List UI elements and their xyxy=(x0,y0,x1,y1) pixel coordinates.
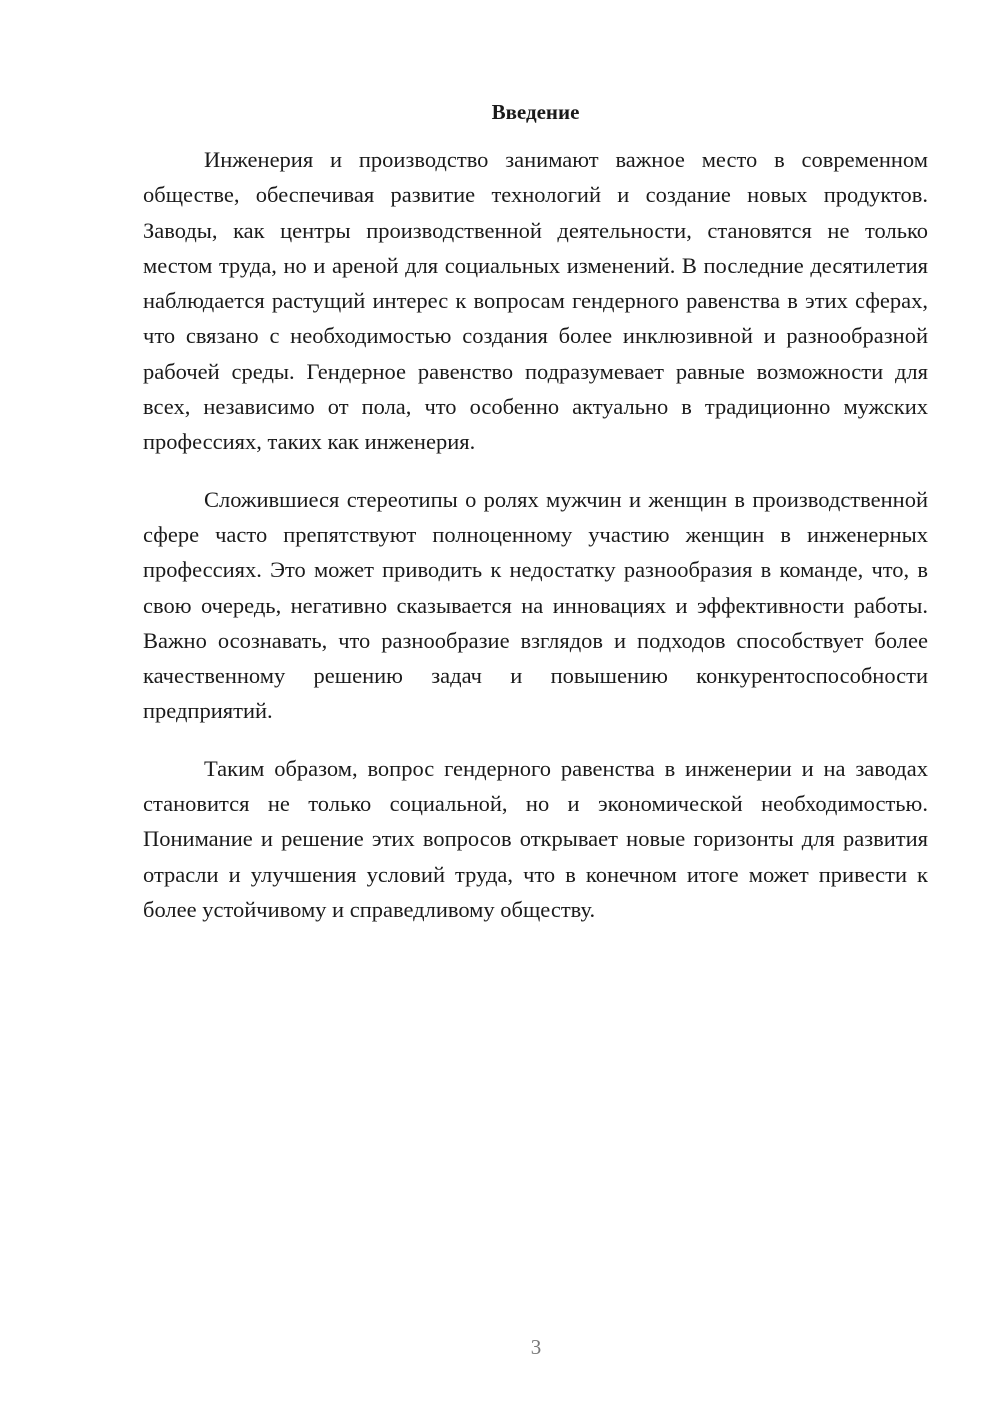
section-heading: Введение xyxy=(491,100,580,124)
page-number: 3 xyxy=(530,1335,542,1359)
paragraph-1: Инженерия и производство занимают важное место в современном обществе, обеспечивая развитие технологий и создание новых продуктов. Заводы, как центры производственной деятельности, становятся не только местом труда, но и ареной для социальных изменений. В последние десятилетия наблюдается растущий интерес к вопросам гендерного равенства в этих сферах, что связано с необходимостью создания более инклюзивной и разнообразной рабочей среды. Гендерное равенство подразумевает равные возможности для всех, независимо от пола, что особенно актуально в традиционно мужских профессиях, таких как инженерия. xyxy=(143,147,928,455)
paragraph-2: Сложившиеся стереотипы о ролях мужчин и женщин в производственной сфере часто препятствуют полноценному участию женщин в инженерных профессиях. Это может приводить к недостатку разнообразия в команде, что, в свою очередь, негативно сказывается на инновациях и эффективности работы. Важно осознавать, что разнообразие взглядов и подходов способствует более качественному решению задач и повышению конкурентоспособности предприятий. xyxy=(143,486,928,724)
paragraph-3: Таким образом, вопрос гендерного равенства в инженерии и на заводах становится не только социальной, но и экономической необходимостью. Понимание и решение этих вопросов открывает новые горизонты для развития отрасли и улучшения условий труда, что в конечном итоге может привести к более устойчивому и справедливому обществу. xyxy=(143,755,928,922)
body-text xyxy=(143,142,928,949)
